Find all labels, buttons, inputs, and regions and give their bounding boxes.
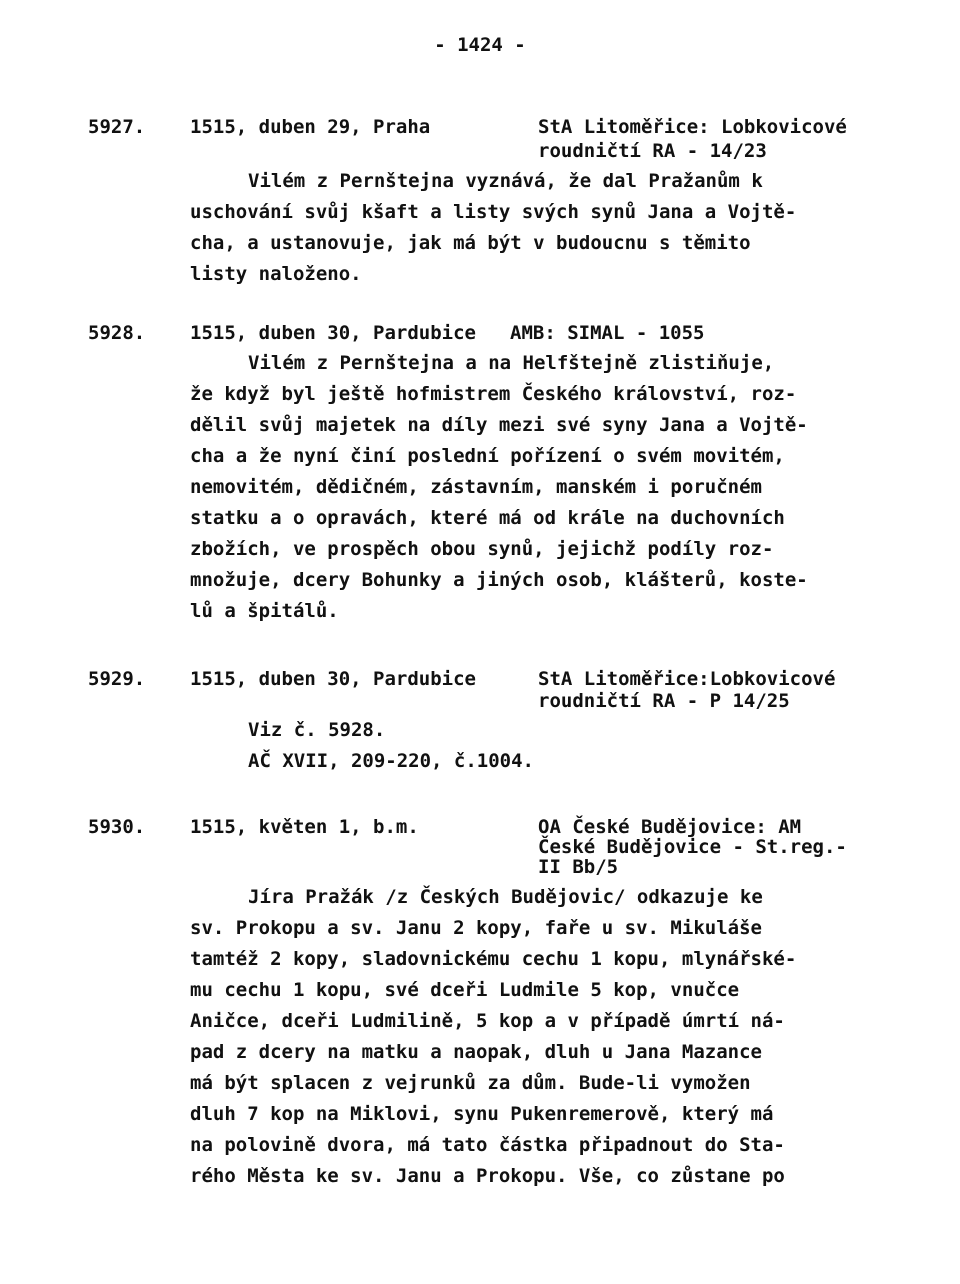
text-line: nemovitém, dědičném, zástavním, manském i poručném bbox=[190, 476, 762, 498]
entry-number: 5929. bbox=[88, 668, 146, 690]
entry-source-line: StA Litoměřice: Lobkovicové bbox=[538, 116, 847, 138]
text-line: množuje, dcery Bohunky a jiných osob, klášterů, koste- bbox=[190, 569, 808, 591]
entry-source-line: České Budějovice - St.reg.- bbox=[538, 836, 847, 858]
text-line: dluh 7 kop na Miklovi, synu Pukenremerově, který má bbox=[190, 1103, 774, 1125]
entry-source-line: roudničtí RA - P 14/25 bbox=[538, 690, 790, 712]
text-line: zbožích, ve prospěch obou synů, jejichž podíly roz- bbox=[190, 538, 774, 560]
entry-source-line: II Bb/5 bbox=[538, 856, 619, 878]
edition-reference: AČ XVII, 209-220, č.1004. bbox=[248, 750, 534, 772]
text-line: cha a že nyní činí poslední pořízení o svém movitém, bbox=[190, 445, 785, 467]
entry-number: 5928. bbox=[88, 322, 146, 344]
text-line: dělil svůj majetek na díly mezi své syny Jana a Vojtě- bbox=[190, 414, 808, 436]
text-line: Aničce, dceři Ludmilině, 5 kop a v případě úmrtí ná- bbox=[190, 1010, 785, 1032]
text-line: listy naloženo. bbox=[190, 263, 362, 285]
page-number: - 1424 - bbox=[434, 34, 526, 56]
text-line: pad z dcery na matku a naopak, dluh u Jana Mazance bbox=[190, 1041, 762, 1063]
entry-source-line: AMB: SIMAL - 1055 bbox=[510, 322, 705, 344]
entry-date-place: 1515, duben 29, Praha bbox=[190, 116, 431, 138]
entry-date-place: 1515, duben 30, Pardubice bbox=[190, 322, 476, 344]
entry-date-place: 1515, květen 1, b.m. bbox=[190, 816, 419, 838]
text-line: že když byl ještě hofmistrem Českého království, roz- bbox=[190, 383, 797, 405]
cross-reference: Viz č. 5928. bbox=[248, 719, 386, 741]
entry-source-line: roudničtí RA - 14/23 bbox=[538, 140, 767, 162]
text-line: tamtéž 2 kopy, sladovnickému cechu 1 kopu, mlynářské- bbox=[190, 948, 797, 970]
entry-source-line: OA České Budějovice: AM bbox=[538, 816, 802, 838]
entry-number: 5927. bbox=[88, 116, 146, 138]
text-line: na polovině dvora, má tato částka připadnout do Sta- bbox=[190, 1134, 785, 1156]
entry-number: 5930. bbox=[88, 816, 146, 838]
text-line: Vilém z Pernštejna vyznává, že dal Pražanům k bbox=[248, 170, 763, 192]
entry-date-place: 1515, duben 30, Pardubice bbox=[190, 668, 476, 690]
text-line: Vilém z Pernštejna a na Helfštejně zlistiňuje, bbox=[248, 352, 775, 374]
text-line: lů a špitálů. bbox=[190, 600, 339, 622]
text-line: cha, a ustanovuje, jak má být v budoucnu s těmito bbox=[190, 232, 751, 254]
text-line: sv. Prokopu a sv. Janu 2 kopy, faře u sv. Mikuláše bbox=[190, 917, 762, 939]
text-line: rého Města ke sv. Janu a Prokopu. Vše, co zůstane po bbox=[190, 1165, 785, 1187]
text-line: Jíra Pražák /z Českých Budějovic/ odkazuje ke bbox=[248, 886, 763, 908]
entry-source-line: StA Litoměřice:Lobkovicové bbox=[538, 668, 836, 690]
text-line: mu cechu 1 kopu, své dceři Ludmile 5 kop, vnučce bbox=[190, 979, 740, 1001]
text-line: uschování svůj kšaft a listy svých synů Jana a Vojtě- bbox=[190, 201, 797, 223]
text-line: statku a o opravách, které má od krále na duchovních bbox=[190, 507, 785, 529]
text-line: má být splacen z vejrunků za dům. Bude-li vymožen bbox=[190, 1072, 751, 1094]
